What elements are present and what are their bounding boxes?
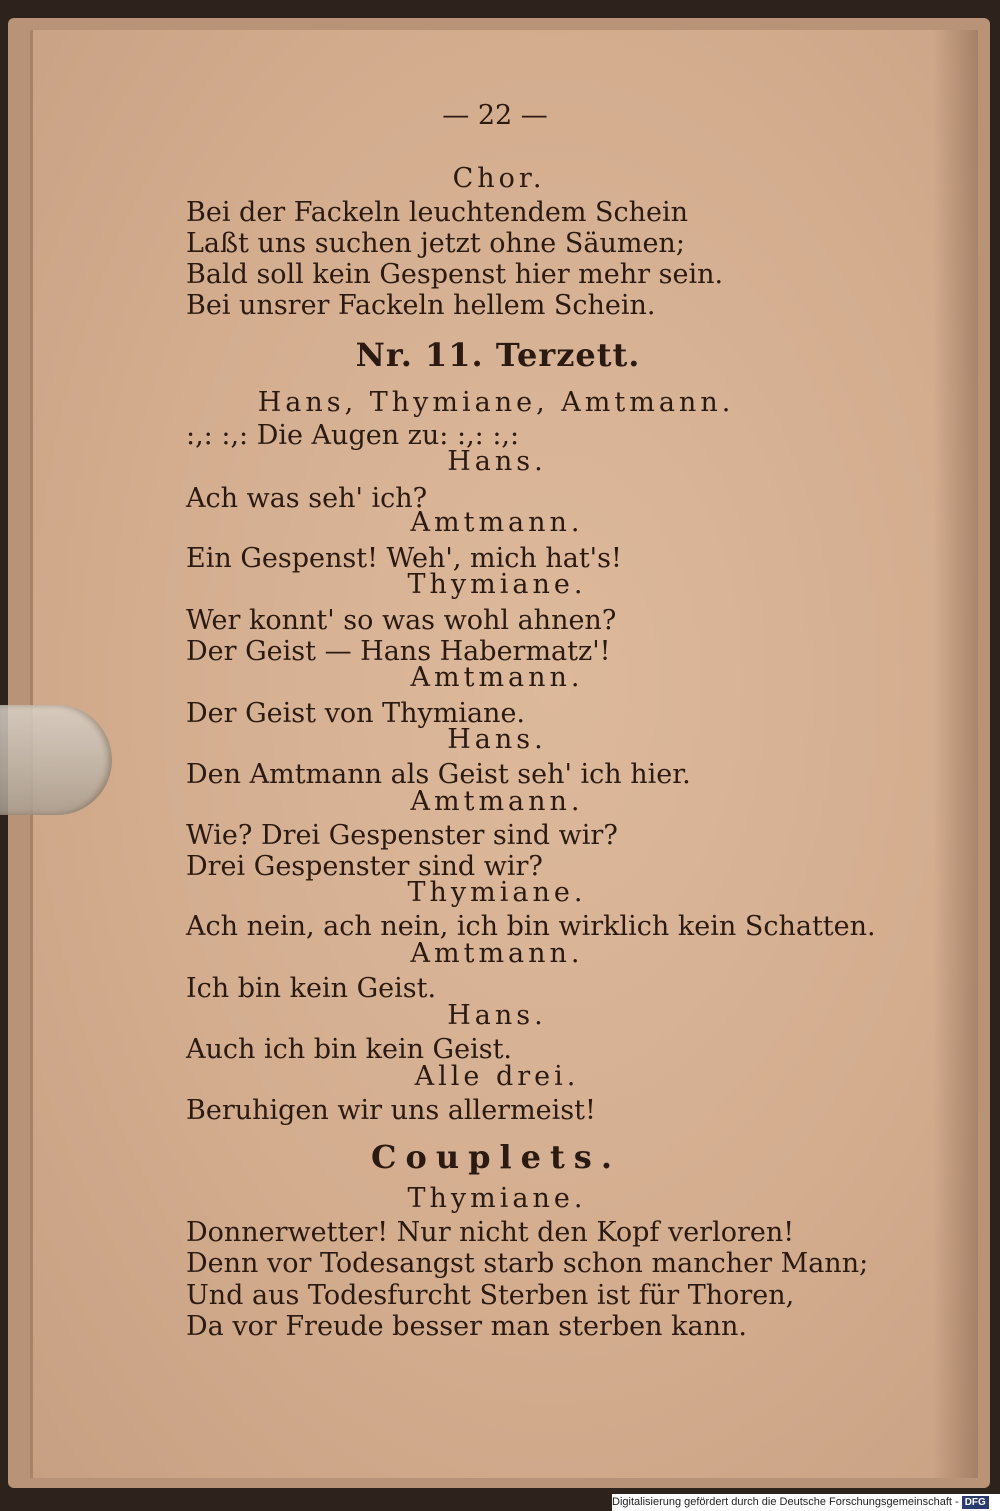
speaker-label: Thymiane.: [407, 1183, 587, 1214]
speaker-label: Hans.: [447, 446, 547, 477]
chorus-line: Bei unsrer Fackeln hellem Schein.: [186, 290, 656, 321]
speakers-list: Hans, Thymiane, Amtmann.: [257, 387, 735, 418]
speaker-label: Amtmann.: [410, 786, 584, 817]
verse-line: Der Geist — Hans Habermatz'!: [186, 636, 611, 667]
verse-line: Auch ich bin kein Geist.: [186, 1034, 513, 1065]
chorus-line: Laßt uns suchen jetzt ohne Säumen;: [186, 228, 685, 259]
verse-line: Wer konnt' so was wohl ahnen?: [186, 605, 617, 636]
digitization-footer: [612, 1494, 1000, 1511]
dfg-logo: DFG: [962, 1496, 989, 1509]
verse-line: Beruhigen wir uns allermeist!: [186, 1095, 596, 1126]
speaker-chor: Chor.: [452, 163, 546, 194]
speaker-label: Hans.: [447, 724, 547, 755]
speaker-label: Thymiane.: [407, 569, 587, 600]
verse-line: Denn vor Todesangst starb schon mancher Mann;: [186, 1248, 869, 1279]
speaker-label: Alle drei.: [414, 1061, 580, 1092]
section-heading-couplets: Couplets.: [371, 1138, 621, 1176]
speaker-label: Hans.: [447, 1000, 547, 1031]
speaker-label: Amtmann.: [410, 507, 584, 538]
verse-line: Da vor Freude besser man sterben kann.: [186, 1311, 747, 1342]
speaker-label: Amtmann.: [410, 662, 584, 693]
chorus-line: Bald soll kein Gespenst hier mehr sein.: [186, 259, 724, 290]
verse-line: :,: :,: Die Augen zu: :,: :,:: [186, 420, 520, 451]
footer-text: Digitalisierung gefördert durch die Deutsche Forschungsgemeinschaft -: [612, 1496, 959, 1508]
verse-line: Den Amtmann als Geist seh' ich hier.: [186, 759, 691, 790]
verse-line: Ich bin kein Geist.: [186, 973, 437, 1004]
verse-line: Ach was seh' ich?: [186, 483, 428, 514]
verse-line: Ein Gespenst! Weh', mich hat's!: [186, 543, 622, 574]
verse-line: Ach nein, ach nein, ich bin wirklich kein Schatten.: [186, 911, 876, 942]
speaker-label: Thymiane.: [407, 877, 587, 908]
speaker-label: Amtmann.: [410, 938, 584, 969]
page-number: — 22 —: [442, 100, 548, 131]
verse-line: Donnerwetter! Nur nicht den Kopf verloren!: [186, 1217, 795, 1248]
verse-line: Drei Gespenster sind wir?: [186, 851, 543, 882]
verse-line: Und aus Todesfurcht Sterben ist für Thoren,: [186, 1280, 795, 1311]
page-clip: [0, 705, 112, 815]
verse-line: Der Geist von Thymiane.: [186, 698, 526, 729]
page-gutter: [933, 30, 978, 1478]
verse-line: Wie? Drei Gespenster sind wir?: [186, 820, 618, 851]
chorus-line: Bei der Fackeln leuchtendem Schein: [186, 197, 689, 228]
section-heading-terzett: Nr. 11. Terzett.: [355, 336, 641, 374]
